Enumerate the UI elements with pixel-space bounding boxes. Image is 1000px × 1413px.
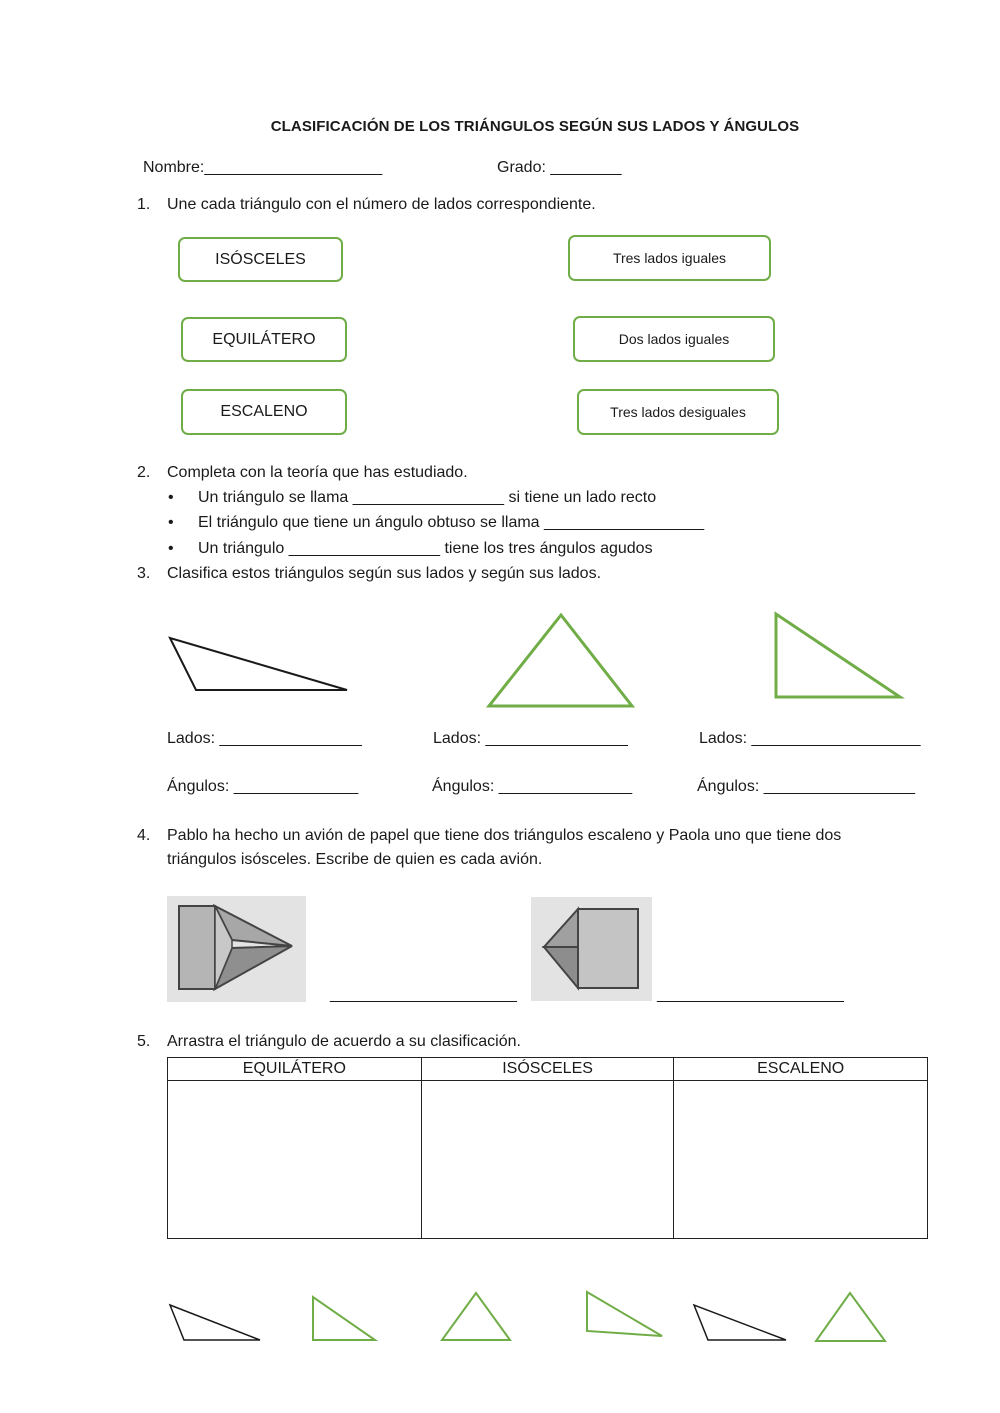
q3-lados-2[interactable]: Lados: ________________ (433, 730, 628, 747)
draggable-triangle-2[interactable] (305, 1285, 385, 1350)
q3-angulos-3[interactable]: Ángulos: _________________ (697, 778, 915, 795)
nombre-field[interactable]: Nombre:____________________ (143, 159, 383, 176)
q5-text: Arrastra el triángulo de acuerdo a su clasificación. (167, 1033, 521, 1050)
q2-bullet-2[interactable]: • El triángulo que tiene un ángulo obtuso se llama __________________ (168, 514, 705, 531)
match-box-tres-desiguales[interactable]: Tres lados desiguales (577, 389, 779, 435)
match-box-isosceles[interactable]: ISÓSCELES (178, 237, 343, 282)
q2-number: 2. (137, 464, 151, 481)
column-header-isosceles: ISÓSCELES (421, 1058, 674, 1081)
drag-triangle-right-1 (313, 1297, 375, 1340)
q4-answer-blank-1[interactable]: _____________________ (330, 986, 517, 1003)
q3-angulos-1[interactable]: Ángulos: ______________ (167, 778, 359, 795)
draggable-triangle-6[interactable] (810, 1285, 890, 1350)
page-title: CLASIFICACIÓN DE LOS TRIÁNGULOS SEGÚN SUS LADOS Y ÁNGULOS (270, 118, 800, 135)
grado-field[interactable]: Grado: ________ (497, 159, 622, 176)
q3-lados-3[interactable]: Lados: ___________________ (699, 730, 921, 747)
q1-text: Une cada triángulo con el número de lados correspondiente. (167, 196, 596, 213)
q3-number: 3. (137, 565, 151, 582)
q3-triangle-obtuse (170, 638, 347, 690)
q3-triangle-right (776, 614, 900, 697)
q2-text: Completa con la teoría que has estudiado. (167, 464, 468, 481)
match-box-escaleno[interactable]: ESCALENO (181, 389, 347, 435)
q3-lados-1[interactable]: Lados: ________________ (167, 730, 362, 747)
column-header-escaleno: ESCALENO (674, 1058, 928, 1081)
paper-plane-scalene-image (167, 896, 306, 1002)
draggable-triangle-3[interactable] (435, 1285, 515, 1350)
drop-zone-escaleno[interactable] (674, 1081, 928, 1239)
draggable-triangle-4[interactable] (580, 1285, 670, 1350)
q4-number: 4. (137, 827, 151, 844)
q2-bullet-2-text: El triángulo que tiene un ángulo obtuso se llama __________________ (198, 514, 705, 531)
q1-number: 1. (137, 196, 151, 213)
q2-bullet-3-text: Un triángulo _________________ tiene los tres ángulos agudos (198, 540, 653, 557)
column-header-equilatero: EQUILÁTERO (168, 1058, 422, 1081)
match-box-equilatero[interactable]: EQUILÁTERO (181, 317, 347, 362)
q4-text-line1: Pablo ha hecho un avión de papel que tiene dos triángulos escaleno y Paola uno que tiene dos (167, 827, 842, 844)
q2-bullet-3[interactable]: • Un triángulo _________________ tiene los tres ángulos agudos (168, 540, 653, 557)
drag-triangle-equilateral-1 (442, 1293, 510, 1340)
q3-triangle-equilateral (489, 615, 632, 706)
draggable-triangle-1[interactable] (160, 1285, 270, 1350)
drag-triangle-equilateral-2 (816, 1293, 885, 1341)
drag-triangle-right-2 (587, 1292, 662, 1336)
q3-text: Clasifica estos triángulos según sus lados y según sus lados. (167, 565, 602, 582)
match-box-tres-iguales[interactable]: Tres lados iguales (568, 235, 771, 281)
match-box-dos-iguales[interactable]: Dos lados iguales (573, 316, 775, 362)
q4-answer-blank-2[interactable]: _____________________ (657, 986, 844, 1003)
q2-bullet-1[interactable]: • Un triángulo se llama _________________ si tiene un lado recto (168, 489, 657, 506)
classification-table (167, 1057, 928, 1239)
q3-angulos-2[interactable]: Ángulos: _______________ (432, 778, 633, 795)
draggable-triangle-5[interactable] (685, 1285, 795, 1350)
drop-zone-isosceles[interactable] (421, 1081, 674, 1239)
q2-bullet-1-text: Un triángulo se llama _________________ si tiene un lado recto (198, 489, 657, 506)
q5-number: 5. (137, 1033, 151, 1050)
drop-zone-equilatero[interactable] (168, 1081, 422, 1239)
q4-text-line2: triángulos isósceles. Escribe de quien es cada avión. (167, 851, 543, 868)
drag-triangle-obtuse-1 (170, 1305, 260, 1340)
paper-plane-isosceles-image (531, 897, 652, 1001)
drag-triangle-obtuse-2 (694, 1305, 786, 1340)
